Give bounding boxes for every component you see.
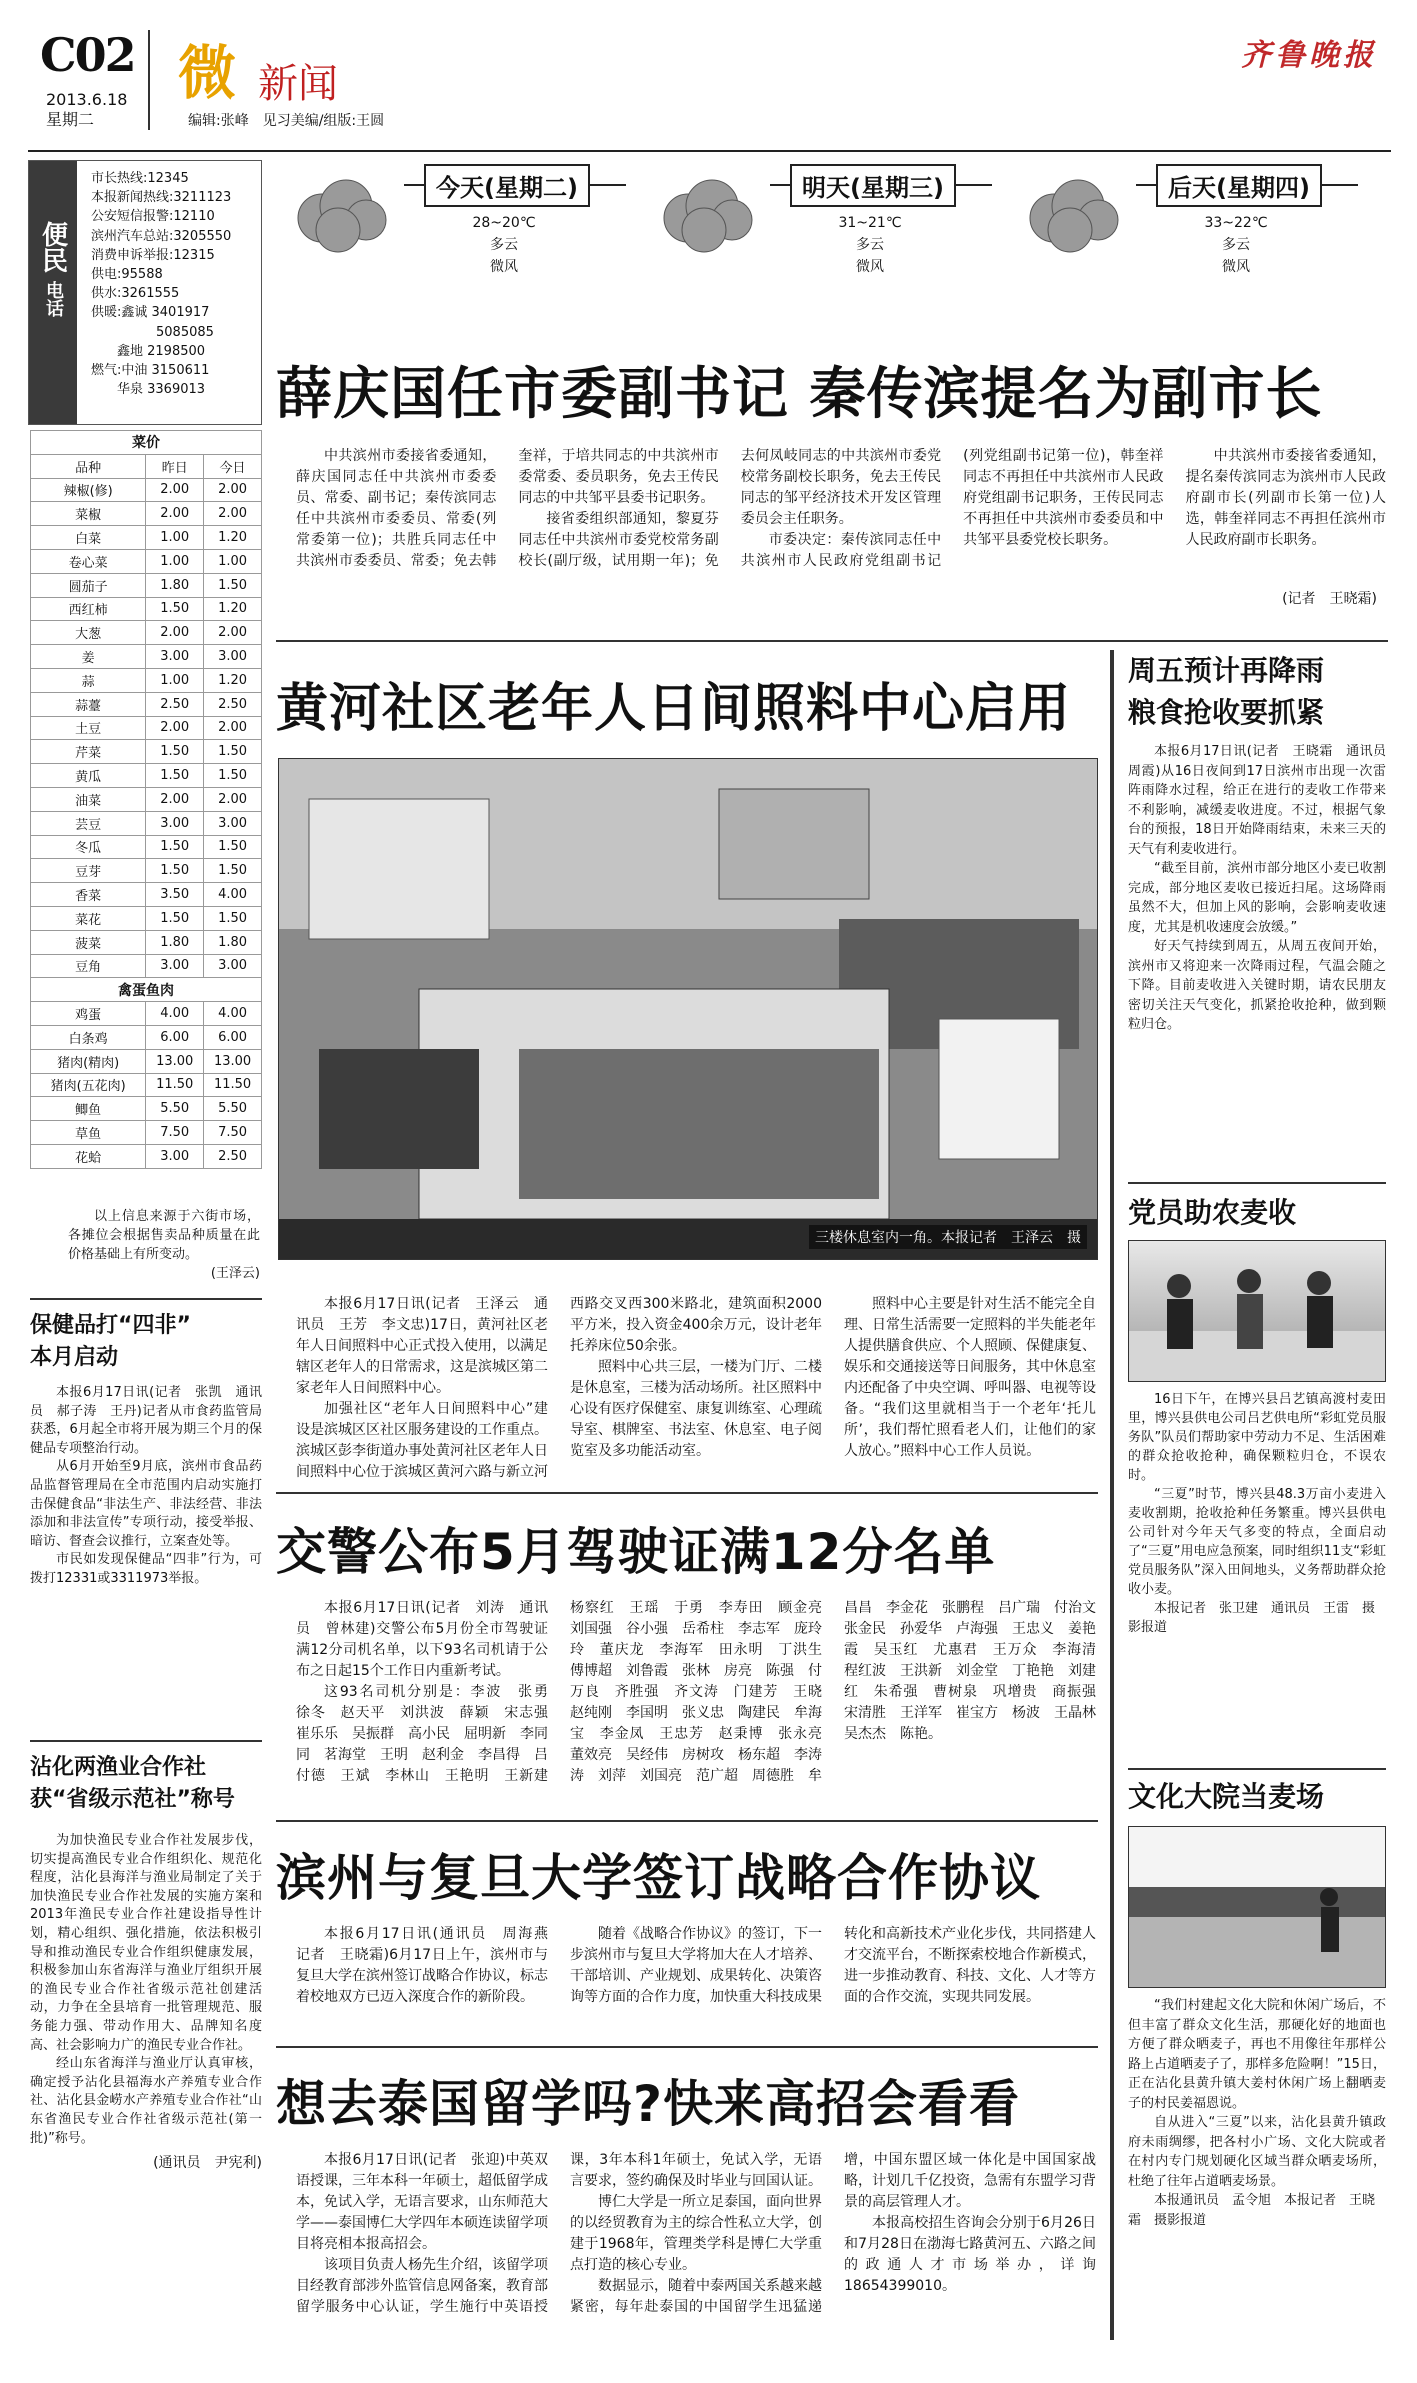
veg-row [31,954,262,978]
weather-day-label: 后天(星期四) [1156,164,1322,207]
veg-row [31,549,262,573]
veg-cell: 2.50 [204,1144,262,1168]
story2-rule [276,1492,1098,1494]
story4-body [296,1924,1096,2044]
paragraph: 中共滨州市委接省委通知，薛庆国同志任中共滨州市委委员、常委、副书记；秦传滨同志任中共滨州市委委员、常委(列常委第一位)；共胜兵同志任中共滨州市委委员、常委；免去韩奎祥，于培共同志的中共滨州市委常委、委员职务，免去王传民同志的中共邹平县委书记职务。 [296,448,719,569]
party-photo [1128,1240,1386,1382]
veg-row [31,1025,262,1049]
veg-category-row [31,978,262,1002]
hotline-side-panel [29,161,77,424]
veg-cell: 蒜薹 [31,692,146,716]
story4-rule [276,2046,1098,2048]
weather-sky: 多云 [1222,237,1250,253]
veg-cell: 2.00 [204,502,262,526]
veg-cell: 1.00 [146,526,204,550]
story1-body [296,446,1386,616]
weather-sky: 多云 [490,237,518,253]
veg-cell: 1.50 [146,859,204,883]
veg-row [31,645,262,669]
cloudy-weather-icon [284,160,392,268]
veg-cell: 1.50 [146,597,204,621]
veg-cell: 大葱 [31,621,146,645]
veg-price-table [30,430,262,1169]
veg-cell: 3.50 [146,883,204,907]
veg-row [31,573,262,597]
veg-header-cell: 昨日 [146,454,204,478]
story5-body [296,2150,1096,2360]
hotline-item: 5085085 [91,324,214,340]
veg-cell: 1.80 [146,573,204,597]
veg-row [31,787,262,811]
veg-cell: 2.00 [204,478,262,502]
left-story-fishery [30,1752,262,2172]
veg-cell: 圆茄子 [31,573,146,597]
veg-row [31,1073,262,1097]
weather-info [404,212,604,278]
story3-headline: 交警公布5月驾驶证满12分名单 [276,1523,996,1581]
left-story-title-2: 沾化两渔业合作社 [30,1755,207,1780]
hotline-item: 鑫地 2198500 [91,343,206,359]
veg-cell: 1.50 [204,859,262,883]
cloudy-weather-icon [1016,160,1124,268]
veg-row [31,1049,262,1073]
veg-row [31,835,262,859]
right-rule-1 [1128,1182,1386,1184]
veg-cell: 2.00 [204,787,262,811]
hotline-list [91,169,231,399]
veg-cell: 菜椒 [31,502,146,526]
veg-cell: 1.50 [204,573,262,597]
paragraph: 市委决定：秦传滨同志任中共滨州市人民政府党组副书记(列党组副书记第一位)，韩奎祥同志不再担任中共滨州市人民政府党组副书记职务，王传民同志不再担任中共滨州市委委员和中共邹平县委党校长职务。 [740,448,1164,569]
page-number: C02 [40,28,135,82]
veg-row [31,1002,262,1026]
veg-row [31,1144,262,1168]
story2-photo [278,758,1098,1260]
veg-cell: 2.00 [204,716,262,740]
weather-wind: 微风 [1222,259,1250,275]
hotline-item: 华泉 3369013 [91,382,206,398]
paragraph: 照料中心主要是针对生活不能完全自理、日常生活需要一定照料的半失能老年人提供膳食供应、个人照顾、保健康复、娱乐和交通接送等日间服务，其中休息室内还配备了中央空调、呼叫器、电视等设备。“我们这里就相当于一个老年‘托儿所’，我们帮忙照看老人们，让他们的家人放心。”照料中心工作人员说。 [844,1296,1096,1459]
veg-cell: 1.50 [146,740,204,764]
hotline-item: 消费申诉举报:12315 [91,247,215,263]
veg-cell: 白条鸡 [31,1025,146,1049]
veg-row [31,906,262,930]
veg-cell: 1.20 [204,668,262,692]
paragraph: 本报6月17日讯(记者 张迎)中英双语授课，三年本科一年硕士，超低留学成本，免试入学，无语言要求，山东师范大学——泰国博仁大学四年本硕连读留学项目将亮相本报高招会。 [296,2152,548,2252]
veg-cell: 1.50 [146,764,204,788]
veg-row [31,692,262,716]
story3-rule [276,1820,1098,1822]
paragraph: 经山东省海洋与渔业厅认真审核，确定授予沾化县福海水产养殖专业合作社、沾化县金崂水产养殖专业合作社“山东省渔民专业合作社省级示范社(第一批)”称号。 [30,2056,262,2146]
veg-cell: 西红柿 [31,597,146,621]
veg-note-author: (王泽云) [210,1266,260,1281]
veg-row [31,597,262,621]
veg-cell: 6.00 [146,1025,204,1049]
paragraph: 自从进入“三夏”以来，沾化县黄升镇政府未雨绸缪，把各村小广场、文化大院或者在村内专门规划硬化区域当群众晒麦场所，杜绝了往年占道晒麦场景。 [1128,2115,1386,2189]
top-rule [28,150,1391,152]
paragraph: 为加快渔民专业合作社发展步伐，切实提高渔民专业合作组织化、规范化程度，沾化县海洋与渔业局制定了关于加快渔民专业合作社发展的实施方案和2013年渔民专业合作社建设指导性计划，精心组织、强化措施，依法积极引导和推动渔民专业合作组织健康发展，积极参加山东省海洋与渔业厅组织开展的渔民专业合作社省级示范社创建活动，力争在全县培育一批管理规范、服务能力强、带动作用大、品牌知名度高、社会影响力广的渔民专业合作社。 [30,1833,262,2053]
veg-row [31,1097,262,1121]
hotline-item: 燃气:中油 3150611 [91,363,210,379]
veg-cell: 2.00 [146,716,204,740]
veg-cell: 菜花 [31,906,146,930]
weather-temp: 33~22℃ [1204,215,1268,231]
right-story-body-3 [1128,1996,1386,2191]
veg-cell: 1.50 [146,835,204,859]
story1-headline: 薛庆国任市委副书记 秦传滨提名为副市长 [276,362,1323,427]
veg-cell: 豆角 [31,954,146,978]
weather-day [284,160,634,295]
paragraph: “我们村建起文化大院和休闲广场后，不但丰富了群众文化生活，那硬化好的地面也方便了群众晒麦子，再也不用像往年那样公路上占道晒麦子了，那样多危险啊！”15日，正在沾化县黄升镇大姜村休闲广场上翻晒麦子的村民姜福恩说。 [1128,1998,1386,2111]
weather-day-label: 今天(星期二) [424,164,590,207]
veg-cell: 1.50 [204,740,262,764]
left-story-title-1: 保健品打“四非” [30,1313,191,1338]
right-story-title-3: 文化大院当麦场 [1128,1780,1325,1813]
story1-rule [276,640,1388,642]
veg-cell: 2.50 [204,692,262,716]
veg-cell: 2.00 [146,502,204,526]
veg-cell: 2.00 [204,621,262,645]
veg-cell: 5.50 [146,1097,204,1121]
veg-category-title: 禽蛋鱼肉 [31,978,262,1002]
veg-cell: 1.20 [204,597,262,621]
veg-cell: 11.50 [146,1073,204,1097]
veg-row [31,740,262,764]
story5-headline: 想去泰国留学吗?快来高招会看看 [276,2075,1021,2133]
veg-cell: 菠菜 [31,930,146,954]
veg-cell: 白菜 [31,526,146,550]
weather-info [770,212,970,278]
right-rule-2 [1128,1768,1386,1770]
veg-cell: 花蛤 [31,1144,146,1168]
newspaper-brand: 齐鲁晚报 [1241,38,1377,73]
veg-cell: 辣椒(修) [31,478,146,502]
veg-cell: 6.00 [204,1025,262,1049]
paragraph: 本报高校招生咨询会分别于6月26日和7月28日在渤海七路黄河五、六路之间的政通人才市场举办，详询18654399010。 [844,2215,1096,2294]
photo-caption: 三楼休息室内一角。本报记者 王泽云 摄 [809,1225,1087,1249]
veg-cell: 2.00 [146,478,204,502]
story3-body [296,1598,1110,1818]
veg-cell: 4.00 [204,883,262,907]
veg-cell: 11.50 [204,1073,262,1097]
hotline-item: 公安短信报警:12110 [91,209,215,225]
veg-cell: 1.80 [204,930,262,954]
veg-cell: 2.00 [146,787,204,811]
veg-header-cell: 今日 [204,454,262,478]
room-photo-illustration [279,759,1097,1259]
veg-cell: 卷心菜 [31,549,146,573]
paragraph: 这93名司机分别是：李波 张勇 徐冬 赵天平 刘洪波 薛颖 宋志强 崔乐乐 吴振群 高小民 屈明新 李同同 茗海堂 王明 赵利金 李昌得 吕付德 王斌 李林山 王艳明 王新建 杨察红 王瑶 于勇 李寿田 顾金亮 刘国强 谷小强 岳希柱 李志军 庞玲玲 董庆龙 李海军 田永明 丁洪生 傅博超 刘鲁霞 张林 房亮 陈强 付万良 齐胜强 齐文涛 门建芳 王晓 赵纯刚 李国明 张义忠 陶建民 牟海宝 李金凤 王忠芳 赵秉博 张永亮 董效亮 吴经伟 房树攻 杨东超 李涛涛 刘萍 刘国亮 范广超 周德胜 牟昌昌 李金花 张鹏程 吕广瑞 付治文 张金民 孙爱华 卢海强 王忠义 姜艳霞 吴玉红 尤惠君 王万众 李海清 程红波 王洪新 刘金堂 丁艳艳 刘建红 朱希强 曹树泉 巩增贵 商振强 宋清胜 王洋军 崔宝方 杨波 王晶林 吴杰杰 陈艳。 [296,1600,1110,1784]
veg-table-title: 菜价 [31,431,262,455]
veg-row [31,621,262,645]
veg-cell: 土豆 [31,716,146,740]
veg-cell: 5.50 [204,1097,262,1121]
date-text: 2013.6.18 [46,90,128,109]
veg-cell: 油菜 [31,787,146,811]
hotline-item: 市长热线:12345 [91,171,189,186]
weather-day-label: 明天(星期三) [790,164,956,207]
veg-cell: 4.00 [146,1002,204,1026]
veg-row [31,668,262,692]
veg-cell: 3.00 [146,954,204,978]
left-story-body-2 [30,1832,262,2148]
veg-cell: 猪肉(五花肉) [31,1073,146,1097]
veg-cell: 7.50 [146,1121,204,1145]
paragraph: 数据显示，随着中泰两国关系越来越紧密，每年赴泰国的中国留学生迅猛递增，中国东盟区域一体化是中国国家战略，计划几千亿投资，急需有东盟学习背景的高层管理人才。 [570,2152,1096,2315]
weekday-text: 星期二 [46,110,95,129]
veg-cell: 7.50 [204,1121,262,1145]
paragraph: 加强社区“老年人日间照料中心”建设是滨城区区社区服务建设的工作重点。滨城区彭李街道办事处黄河社区老年人日间照料中心位于滨城区黄河六路与新立河西路交叉西300米路北，建筑面积2000平方米，投入资金400余万元，设计老年托养床位50余张。 [296,1296,822,1480]
left-story-subtitle-1: 本月启动 [30,1345,119,1370]
veg-row [31,502,262,526]
veg-row [31,478,262,502]
wheat-drying-illustration [1129,1827,1385,1987]
paragraph: 随着《战略合作协议》的签订，下一步滨州市与复旦大学将加大在人才培养、干部培训、产业规划、成果转化、决策咨询等方面的合作力度，加快重大科技成果转化和高新技术产业化步伐，共同搭建人才交流平台，不断探索校地合作新模式，进一步推动教育、科技、文化、人才等方面的合作交流，实现共同发展。 [570,1926,1096,2005]
veg-cell: 豆芽 [31,859,146,883]
right-column-divider [1110,650,1114,2340]
right-story-title-2: 党员助农麦收 [1128,1196,1297,1229]
story2-headline: 黄河社区老年人日间照料中心启用 [276,679,1072,739]
veg-cell: 姜 [31,645,146,669]
left-story-byline-2: (通讯员 尹宪利) [153,2155,262,2172]
masthead [0,0,1417,145]
right-story-title-1: 周五预计再降雨 [1128,654,1325,687]
masthead-divider [148,30,150,130]
right-story-culture [1128,1776,1386,2230]
veg-cell: 3.00 [146,811,204,835]
hotline-item: 供水:3261555 [91,286,180,302]
weather-wind: 微风 [856,259,884,275]
veg-cell: 芸豆 [31,811,146,835]
cloudy-weather-icon [650,160,758,268]
left-story-health [30,1310,262,1589]
farmers-photo-illustration [1129,1241,1385,1381]
weather-temp: 28~20℃ [472,215,536,231]
story1-byline: (记者 王晓霜) [1282,591,1377,607]
paragraph: 市民如发现保健品“四非”行为，可拨打12331或3311973举报。 [30,1552,262,1586]
veg-cell: 13.00 [204,1049,262,1073]
weather-day [1016,160,1366,295]
hotline-side-sub: 电话 [43,281,64,317]
paragraph: 该项目负责人杨先生介绍，该留学项目经教育部涉外监管信息网备案，教育部留学服务中心认证，学生施行中英语授课，3年本科1年硕士，免试入学，无语言要求，签约确保及时毕业与回国认证。 [296,2152,822,2315]
hotline-item: 滨州汽车总站:3205550 [91,228,232,244]
paragraph: “三夏”时节，博兴县48.3万亩小麦进入麦收割期，抢收抢种任务繁重。博兴县供电公司针对今年天气多变的特点，全面启动了“三夏”用电应急预案，同时组织11支“彩虹党员服务队”深入田间地头，义务帮助群众抢收小麦。 [1128,1487,1386,1597]
left-rule-1 [30,1298,262,1300]
culture-photo [1128,1826,1386,1988]
veg-row [31,764,262,788]
left-story-body-1 [30,1384,262,1589]
veg-cell: 猪肉(精肉) [31,1049,146,1073]
veg-cell: 1.00 [146,549,204,573]
veg-row [31,859,262,883]
veg-cell: 黄瓜 [31,764,146,788]
paragraph: 照料中心共三层，一楼为门厅、二楼是休息室，三楼为活动场所。社区照料中心设有医疗保健室、康复训练室、心理疏导室、棋牌室、书法室、休息室、电子阅览室及多功能活动室。 [570,1359,822,1459]
veg-cell: 1.20 [204,526,262,550]
veg-row [31,526,262,550]
story4-headline: 滨州与复旦大学签订战略合作协议 [276,1849,1041,1907]
veg-cell: 1.50 [204,835,262,859]
story2-body [296,1294,1096,1544]
veg-cell: 1.00 [204,549,262,573]
veg-cell: 香菜 [31,883,146,907]
veg-cell: 鸡蛋 [31,1002,146,1026]
paragraph: “截至目前，滨州市部分地区小麦已收割完成，部分地区麦收已接近扫尾。这场降雨虽然不大，但加上风的影响，会影响麦收速度，尤其是机收速度会放缓。” [1128,861,1386,935]
paragraph: 中共滨州市委接省委通知，提名秦传滨同志为滨州市人民政府副市长(列副市长第一位)人选，韩奎祥同志不再担任滨州市人民政府副市长职务。 [1185,448,1386,548]
right-story-rain [1128,650,1400,1035]
section-logo-prefix: 微 [178,39,237,107]
editors-credit: 编辑:张峰 见习美编/组版:王圆 [188,113,385,129]
section-logo-name: 新闻 [258,61,338,107]
veg-cell: 3.00 [204,954,262,978]
veg-cell: 3.00 [204,811,262,835]
paragraph: 好天气持续到周五，从周五夜间开始，滨州市又将迎来一次降雨过程，气温会随之下降。目前麦收进入关键时期，请农民朋友密切关注天气变化，抓紧抢收抢种，做到颗粒归仓。 [1128,939,1386,1032]
veg-note [68,1207,260,1283]
veg-cell: 2.50 [146,692,204,716]
right-story-subtitle-1: 粮食抢收要抓紧 [1128,696,1325,729]
veg-cell: 芹菜 [31,740,146,764]
paragraph: 本报6月17日讯(通讯员 周海燕 记者 王晓霜)6月17日上午，滨州市与复旦大学在滨州签订战略合作协议，标志着校地双方已迈入深度合作的新阶段。 [296,1926,562,2005]
paragraph: 本报6月17日讯(记者 王泽云 通讯员 王芳 李文忠)17日，黄河社区老年人日间照料中心正式投入使用，以满足辖区老年人的日常需求，这是滨城区第二家老年人日间照料中心。 [296,1296,548,1396]
hotline-box [28,160,262,425]
hotline-item: 供电:95588 [91,267,163,283]
veg-cell: 3.00 [204,645,262,669]
veg-cell: 2.00 [146,621,204,645]
veg-cell: 13.00 [146,1049,204,1073]
veg-cell: 1.00 [146,668,204,692]
weather-day [650,160,1000,295]
veg-cell: 3.00 [146,645,204,669]
veg-header-cell: 品种 [31,454,146,478]
paragraph: 接省委组织部通知，黎夏芬同志任中共滨州市委党校常务副校长(副厅级，试用期一年)；免去何凤岐同志的中共滨州市委党校常务副校长职务，免去王传民同志的邹平经济技术开发区管理委员会主任职务。 [518,448,942,569]
veg-cell: 4.00 [204,1002,262,1026]
right-story-byline-3: 本报通讯员 孟令旭 本报记者 王晓霜 摄影报道 [1128,2193,1376,2228]
weather-info [1136,212,1336,278]
left-story-subtitle-2: 获“省级示范社”称号 [30,1787,235,1812]
veg-row [31,883,262,907]
veg-row [31,716,262,740]
veg-row [31,1121,262,1145]
left-rule-2 [30,1740,262,1742]
paragraph: 本报6月17日讯(记者 张凯 通讯员 郝子涛 王丹)记者从市食药监管局获悉，6月起全市将开展为期三个月的保健品专项整治行动。 [30,1385,262,1456]
veg-cell: 鲫鱼 [31,1097,146,1121]
veg-cell: 1.80 [146,930,204,954]
veg-cell: 3.00 [146,1144,204,1168]
paragraph: 博仁大学是一所立足泰国，面向世界的以经贸教育为主的综合性私立大学，创建于1968年，管理类学科是博仁大学重点打造的核心专业。 [570,2194,822,2273]
hotline-item: 供暖:鑫诚 3401917 [91,305,210,321]
veg-cell: 1.50 [146,906,204,930]
veg-row [31,930,262,954]
veg-row [31,811,262,835]
issue-date [46,90,127,130]
weather-wind: 微风 [490,259,518,275]
veg-cell: 冬瓜 [31,835,146,859]
right-story-byline-2: 本报记者 张卫建 通讯员 王雷 摄影报道 [1128,1601,1376,1635]
hotline-side-label: 便民 [37,221,68,273]
paragraph: 16日下午，在博兴县吕艺镇高渡村麦田里，博兴县供电公司吕艺供电所“彩虹党员服务队”队员们帮助家中劳动力不足、生活困难的群众抢收抢种，确保颗粒归仓，不误农时。 [1128,1392,1386,1483]
veg-cell: 蒜 [31,668,146,692]
veg-cell: 1.50 [204,906,262,930]
veg-cell: 草鱼 [31,1121,146,1145]
veg-note-text: 以上信息来源于六街市场，各摊位会根据售卖品种质量在此价格基础上有所变动。 [68,1209,260,1262]
right-story-body-2 [1128,1390,1386,1599]
paragraph: 本报6月17日讯(记者 刘涛 通讯员 曾林建)交警公布5月份全市驾驶证满12分司机名单，以下93名司机请于公布之日起15个工作日内重新考试。 [296,1600,548,1679]
weather-sky: 多云 [856,237,884,253]
hotline-item: 本报新闻热线:3211123 [91,190,232,206]
veg-table-body [31,478,262,1168]
veg-cell: 1.50 [204,764,262,788]
paragraph: 本报6月17日讯(记者 王晓霜 通讯员 周霞)从16日夜间到17日滨州市出现一次雷阵雨降水过程，给正在进行的麦收工作带来不利影响，减缓麦收进度。不过，根据气象台的预报，18日开始降雨结束，未来三天的天气有利麦收进行。 [1128,744,1400,857]
right-story-party [1128,1192,1386,1637]
right-story-body-1 [1128,742,1400,1035]
weather-temp: 31~21℃ [838,215,902,231]
veg-table-header [31,454,262,478]
paragraph: 从6月开始至9月底，滨州市食品药品监督管理局在全市范围内启动实施打击保健食品“非法生产、非法经营、非法添加和非法宣传”专项行动，接受举报、暗访、督查会议推行，立案查处等。 [30,1459,262,1549]
